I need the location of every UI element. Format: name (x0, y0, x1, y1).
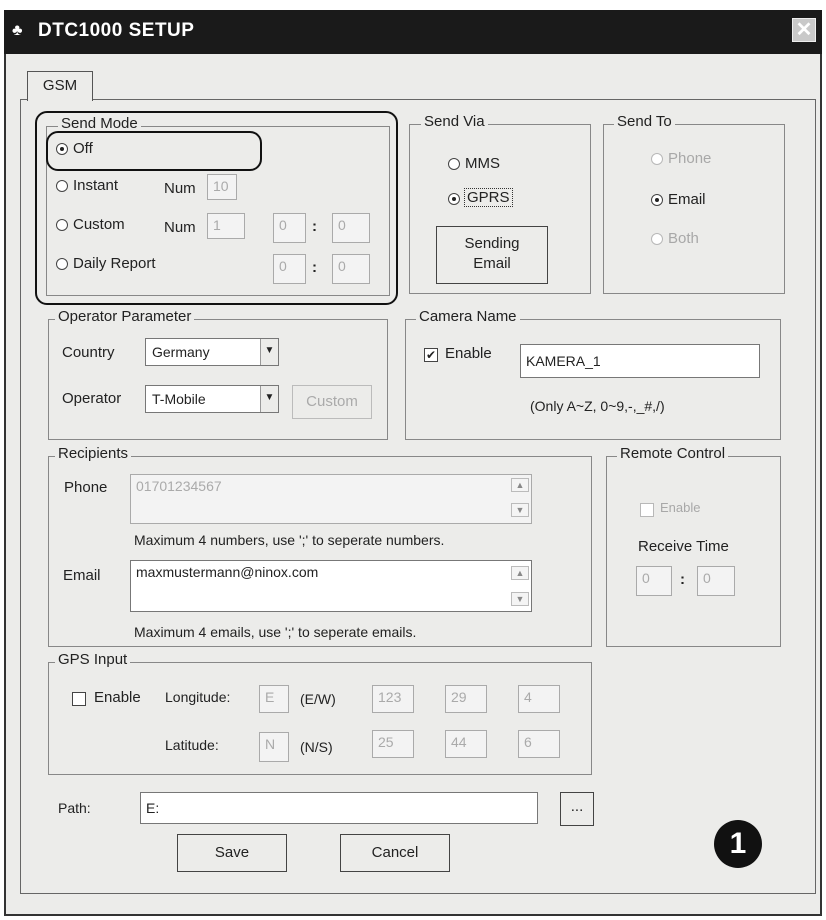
email-textarea[interactable] (130, 560, 532, 612)
cancel-button[interactable]: Cancel (340, 834, 450, 872)
operator-custom-button[interactable]: Custom (292, 385, 372, 419)
sending-email-button-line1: Sending (464, 235, 520, 252)
phone-textarea[interactable] (130, 474, 532, 524)
send-to-label: Send To (614, 113, 675, 130)
email-hint: Maximum 4 emails, use ';' to seperate emails. (134, 624, 417, 640)
latitude-sec-field[interactable]: 6 (518, 730, 560, 758)
chevron-down-icon[interactable]: ▼ (260, 386, 278, 412)
camera-name-hint: (Only A~Z, 0~9,-,_#,/) (530, 398, 665, 414)
scroll-up-icon[interactable]: ▲ (511, 566, 529, 580)
operator-select-value: T-Mobile (152, 391, 206, 407)
camera-name-group (405, 319, 781, 440)
camera-name-input[interactable]: KAMERA_1 (520, 344, 760, 378)
send-mode-instant-radio[interactable] (56, 180, 68, 192)
custom-hour-field[interactable]: 0 (273, 213, 306, 243)
path-input[interactable]: E: (140, 792, 538, 824)
gps-input-group (48, 662, 592, 775)
annotation-badge: 1 (714, 820, 762, 868)
remote-enable-checkbox[interactable] (640, 503, 654, 517)
send-mode-custom-label: Custom (73, 216, 125, 233)
phone-textarea-value: 01701234567 (136, 478, 222, 494)
send-to-phone-radio[interactable] (651, 153, 663, 165)
send-to-email-radio[interactable] (651, 194, 663, 206)
send-mode-instant-label: Instant (73, 177, 119, 194)
send-via-gprs-label: GPRS (464, 188, 513, 207)
receive-time-colon: : (680, 571, 685, 588)
latitude-dir-field[interactable]: N (259, 732, 289, 762)
send-via-label: Send Via (421, 113, 488, 130)
send-mode-daily-label: Daily Report (73, 255, 156, 272)
operator-select[interactable] (145, 385, 279, 413)
custom-num-field[interactable]: 1 (207, 213, 245, 239)
email-label: Email (63, 567, 101, 584)
receive-time-minute-field[interactable]: 0 (697, 566, 735, 596)
send-mode-off-label: Off (73, 140, 93, 157)
country-label: Country (62, 344, 115, 361)
recipients-label: Recipients (55, 445, 131, 462)
send-mode-label: Send Mode (58, 115, 141, 132)
send-via-gprs-radio[interactable] (448, 193, 460, 205)
remote-control-label: Remote Control (617, 445, 728, 462)
send-to-email-label: Email (668, 191, 706, 208)
country-select-value: Germany (152, 344, 210, 360)
custom-minute-field[interactable]: 0 (332, 213, 370, 243)
phone-label: Phone (64, 479, 108, 496)
sending-email-button[interactable] (436, 226, 548, 284)
receive-time-label: Receive Time (638, 538, 729, 555)
longitude-unit: (E/W) (300, 691, 336, 707)
send-to-phone-label: Phone (668, 150, 712, 167)
instant-num-field[interactable]: 10 (207, 174, 237, 200)
longitude-sec-field[interactable]: 4 (518, 685, 560, 713)
send-mode-off-radio[interactable] (56, 143, 68, 155)
camera-enable-label: Enable (445, 345, 492, 362)
gps-enable-checkbox[interactable] (72, 692, 86, 706)
latitude-unit: (N/S) (300, 739, 333, 755)
operator-label: Operator (62, 390, 122, 407)
latitude-deg-field[interactable]: 25 (372, 730, 414, 758)
custom-num-label: Num (164, 219, 196, 236)
daily-time-colon: : (312, 259, 317, 276)
close-button[interactable]: ✕ (792, 18, 816, 42)
daily-minute-field[interactable]: 0 (332, 254, 370, 284)
instant-num-label: Num (164, 180, 196, 197)
browse-button[interactable]: ... (560, 792, 594, 826)
longitude-dir-field[interactable]: E (259, 685, 289, 713)
latitude-min-field[interactable]: 44 (445, 730, 487, 758)
send-via-mms-radio[interactable] (448, 158, 460, 170)
receive-time-hour-field[interactable]: 0 (636, 566, 672, 596)
send-to-both-label: Both (668, 230, 699, 247)
latitude-label: Latitude: (165, 737, 219, 753)
scroll-down-icon[interactable]: ▼ (511, 592, 529, 606)
app-logo-icon: ♣ (12, 22, 23, 39)
scroll-up-icon[interactable]: ▲ (511, 478, 529, 492)
longitude-deg-field[interactable]: 123 (372, 685, 414, 713)
tab-gsm[interactable]: GSM (27, 71, 93, 101)
scroll-down-icon[interactable]: ▼ (511, 503, 529, 517)
save-button[interactable]: Save (177, 834, 287, 872)
window-title: DTC1000 SETUP (38, 20, 195, 41)
email-textarea-value: maxmustermann@ninox.com (136, 564, 319, 580)
longitude-min-field[interactable]: 29 (445, 685, 487, 713)
operator-parameter-label: Operator Parameter (55, 308, 194, 325)
country-select[interactable] (145, 338, 279, 366)
path-label: Path: (58, 800, 91, 816)
send-via-mms-label: MMS (465, 155, 500, 172)
daily-hour-field[interactable]: 0 (273, 254, 306, 284)
gps-input-label: GPS Input (55, 651, 130, 668)
send-mode-custom-radio[interactable] (56, 219, 68, 231)
camera-name-label: Camera Name (416, 308, 520, 325)
camera-enable-checkbox[interactable]: ✔ (425, 348, 437, 362)
send-mode-daily-radio[interactable] (56, 258, 68, 270)
send-to-both-radio[interactable] (651, 233, 663, 245)
custom-time-colon: : (312, 218, 317, 235)
phone-hint: Maximum 4 numbers, use ';' to seperate numbers. (134, 532, 445, 548)
chevron-down-icon[interactable]: ▼ (260, 339, 278, 365)
remote-enable-label: Enable (660, 500, 701, 515)
gps-enable-label: Enable (94, 689, 141, 706)
sending-email-button-line2: Email (473, 255, 511, 272)
longitude-label: Longitude: (165, 689, 231, 705)
